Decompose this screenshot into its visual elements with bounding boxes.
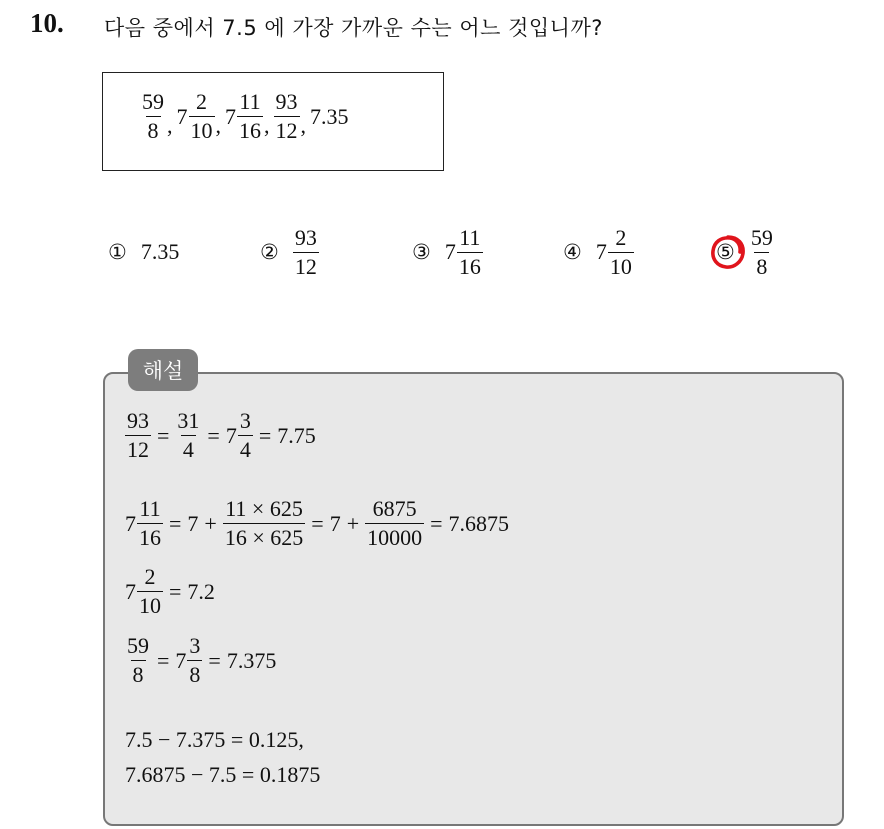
term: 7 [329,510,341,536]
fraction-denominator: 16 [458,253,481,279]
choice-3-fraction [457,224,483,279]
fraction-numerator: 2 [615,224,627,250]
mixed-whole: 7 [175,647,187,673]
fraction-denominator: 8 [147,118,159,143]
difference-1: 7.5 − 7.375 = 0.125, [125,727,304,752]
choice-5-mark-text: ⑤ [716,240,735,264]
fraction-numerator: 93 [294,224,317,250]
comma: , [215,112,221,138]
fraction [175,410,201,461]
equals-sign: = [169,578,182,604]
fraction-numerator: 31 [177,408,200,433]
solution-line-2 [125,498,509,549]
fraction [365,498,424,549]
choice-4-fraction [608,224,634,279]
comma: , [167,112,173,138]
choice-5-mark [716,240,735,264]
choice-4-mark: ④ [563,240,582,264]
solution-line-6 [125,762,320,788]
equals-sign: = [207,422,220,448]
choice-5[interactable] [716,222,775,282]
mixed-whole: 7 [444,239,456,264]
fraction [223,498,305,549]
given-numbers [140,91,349,142]
difference-2: 7.6875 − 7.5 = 0.1875 [125,762,321,787]
given-fraction-59-8 [140,91,166,142]
fraction-denominator: 16 × 625 [224,525,304,550]
fraction-denominator: 10 [609,253,632,279]
fraction [137,498,163,549]
fraction-numerator: 3 [189,633,201,658]
result-value: 7.2 [187,578,215,604]
fraction-numerator: 11 × 625 [225,496,303,521]
solution-line-5 [125,727,304,753]
term: 7 [187,510,199,536]
given-numbers-box [102,72,444,171]
fraction-denominator: 12 [127,437,149,462]
fraction-numerator: 59 [127,633,149,658]
choice-5-fraction [749,224,775,279]
fraction-denominator: 4 [239,437,251,462]
fraction-denominator: 10000 [367,525,423,550]
answer-circle-icon [707,231,749,273]
fraction-denominator: 16 [139,525,161,550]
fraction-numerator: 59 [750,224,773,250]
question-number: 10. [30,8,64,38]
fraction-denominator: 16 [239,118,261,143]
fraction-numerator: 2 [144,564,156,589]
choice-2-mark: ② [260,240,279,264]
fraction [125,410,151,461]
given-mixed-7-2-10 [189,91,215,142]
answer-circle-stroke [713,237,743,267]
plus-sign: + [204,510,217,536]
fraction-denominator: 12 [275,118,298,143]
solution-line-1 [125,410,316,461]
fraction-numerator: 59 [142,89,164,114]
fraction-numerator: 11 [459,224,481,250]
fraction-denominator: 8 [189,662,201,687]
fraction [137,566,163,617]
mixed-whole: 7 [595,239,607,264]
result-value: 7.6875 [448,510,510,536]
equals-sign: = [311,510,324,536]
equals-sign: = [157,647,170,673]
answer-choices [0,222,884,282]
choice-1-mark: ① [108,240,127,264]
choice-1[interactable] [108,222,179,282]
result-value: 7.75 [277,422,316,448]
fraction-numerator: 11 [239,89,261,114]
equals-sign: = [430,510,443,536]
fraction [125,635,151,686]
fraction-numerator: 11 [139,496,161,521]
mixed-whole: 7 [125,578,136,604]
fraction-numerator: 93 [275,89,298,114]
choice-3-mark: ③ [412,240,431,264]
comma: , [300,112,306,138]
choice-3[interactable] [412,222,483,282]
choice-4[interactable] [563,222,634,282]
equals-sign: = [258,422,272,448]
fraction-denominator: 10 [139,593,161,618]
fraction-denominator: 8 [132,662,144,687]
fraction-numerator: 6875 [372,496,417,521]
choice-2[interactable] [260,222,319,282]
mixed-whole: 7 [225,103,236,129]
fraction-denominator: 8 [756,253,768,279]
fraction-denominator: 4 [182,437,194,462]
equals-sign: = [208,647,221,673]
mixed-whole: 7 [176,103,188,129]
mixed-whole: 7 [225,422,237,448]
fraction [238,410,253,461]
fraction-denominator: 10 [190,118,213,143]
solution-tag: 해설 [128,349,198,391]
comma: , [264,112,270,138]
fraction-numerator: 3 [239,408,251,433]
fraction [187,635,202,686]
result-value: 7.375 [226,647,277,673]
solution-line-4 [125,635,276,686]
given-decimal: 7.35 [310,103,349,129]
fraction-numerator: 93 [127,408,149,433]
mixed-whole: 7 [125,510,136,536]
equals-sign: = [169,510,182,536]
question-text: 다음 중에서 7.5 에 가장 가까운 수는 어느 것입니까? [104,16,603,40]
given-mixed-7-11-16 [237,91,263,142]
solution-line-3 [125,566,215,617]
equals-sign: = [157,422,170,448]
plus-sign: + [346,510,360,536]
given-fraction-93-12 [274,91,300,142]
choice-1-value: 7.35 [140,239,180,264]
fraction-denominator: 12 [294,253,317,279]
fraction-numerator: 2 [196,89,207,114]
choice-2-fraction [293,224,319,279]
